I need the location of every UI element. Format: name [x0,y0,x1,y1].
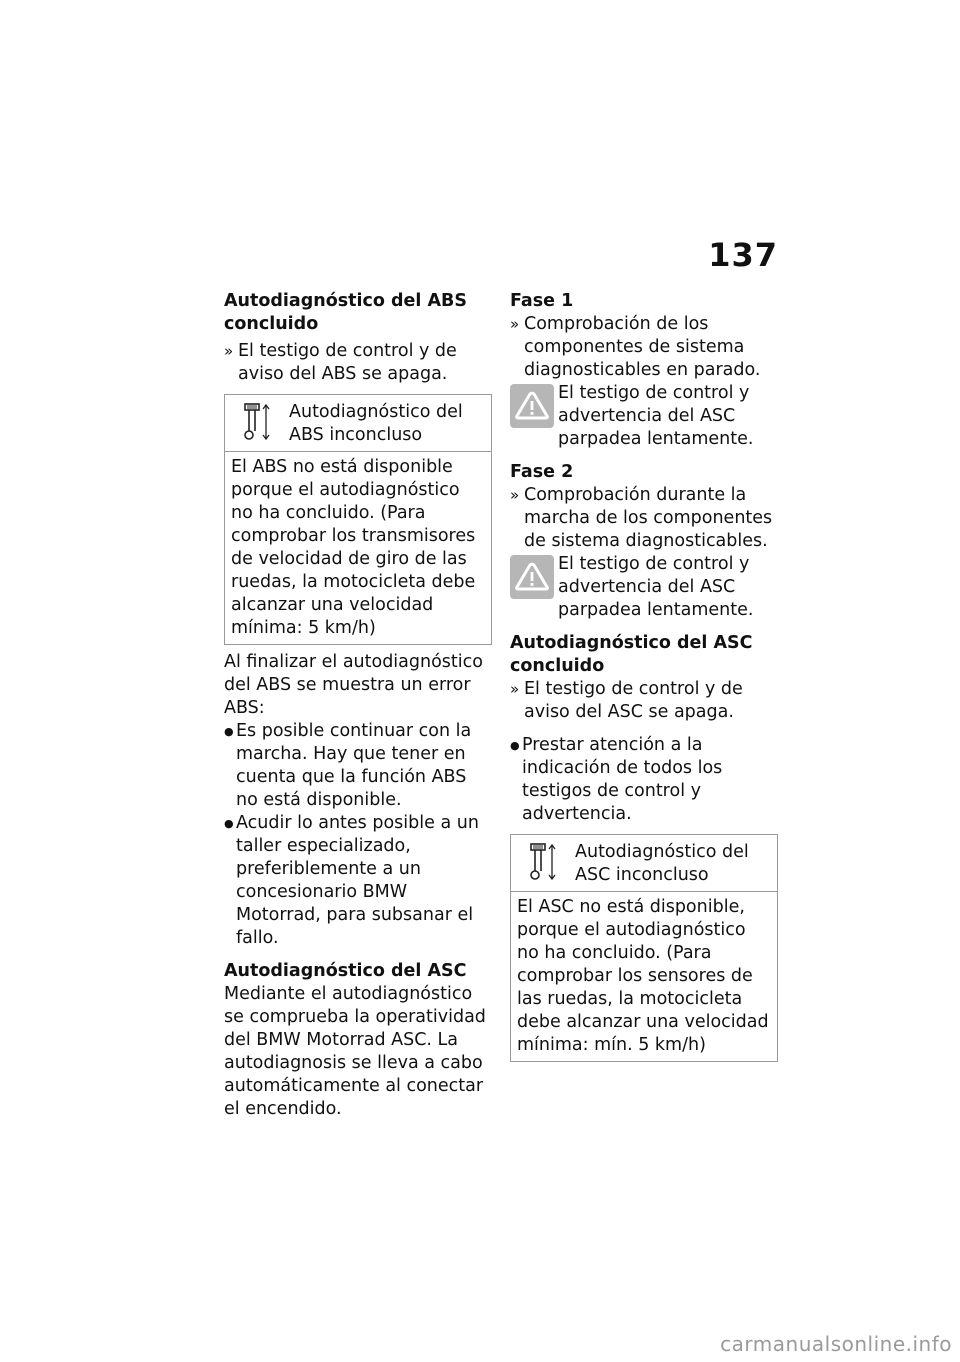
notice-box-header [225,395,491,452]
asc-result-text: El testigo de control y de aviso del ASC se apaga. [524,679,743,722]
notice-box-title: Autodiagnóstico del ABS inconcluso [289,402,463,445]
bullet-marker: ● [224,725,234,738]
phase-1-item [510,313,778,382]
warning-triangle-icon [510,384,554,428]
phase-1-warning-text: El testigo de control y advertencia del ASC parpadea lentamente. [558,383,754,449]
heading-phase-2: Fase 2 [510,462,574,482]
phase-2-item [510,484,778,553]
heading-phase-1: Fase 1 [510,291,574,311]
asc-result-item [510,678,778,724]
left-column [224,290,492,1121]
arrow-marker: » [224,342,234,360]
paragraph-abs-error: Al finalizar el autodiagnóstico del ABS se muestra un error ABS: [224,652,483,718]
bullet-item [224,812,492,950]
notice-box-body: El ASC no está disponible, porque el autodiagnóstico no ha concluido. (Para comprobar los sensores de las ruedas, la motocicleta debe alcanzar una velocidad mínima: mín. 5 km/h) [517,897,769,1055]
phase-1-text: Comprobación de los componentes de sistema diagnosticables en parado. [524,314,761,380]
heading-asc-concluded: Autodiagnóstico del ASC concluido [510,633,753,676]
watermark-link[interactable]: carmanualsonline.info [720,1332,952,1356]
heading-asc-selftest: Autodiagnóstico del ASC [224,961,467,981]
notice-box-title: Autodiagnóstico del ASC inconcluso [575,842,749,885]
result-text: El testigo de control y de aviso del ABS se apaga. [238,341,457,384]
bullet-text: Prestar atención a la indicación de todos los testigos de control y advertencia. [522,735,723,824]
motorcycle-tire-speed-icon [525,841,565,883]
phase-2-warning [510,553,778,622]
warning-triangle-icon [510,555,554,599]
phase-2-warning-text: El testigo de control y advertencia del ASC parpadea lentamente. [558,554,754,620]
right-column [510,290,778,1068]
paragraph-asc-selftest: Mediante el autodiagnóstico se comprueba la operatividad del BMW Motorrad ASC. La autodiagnosis se lleva a cabo automáticamente al conectar el encendido. [224,984,486,1119]
bullet-marker: ● [510,739,520,752]
notice-box-header [511,835,777,892]
arrow-marker: » [510,680,520,698]
arrow-marker: » [510,486,520,504]
phase-2-text: Comprobación durante la marcha de los componentes de sistema diagnosticables. [524,485,773,551]
bullet-item [510,734,778,826]
motorcycle-tire-speed-icon [239,401,279,443]
notice-box-abs [224,394,492,645]
bullet-text: Es posible continuar con la marcha. Hay que tener en cuenta que la función ABS no está disponible. [236,721,472,810]
bullet-text: Acudir lo antes posible a un taller especializado, preferiblemente a un concesionario BMW Motorrad, para subsanar el fallo. [236,813,479,948]
notice-box-asc [510,834,778,1062]
notice-box-body: El ABS no está disponible porque el autodiagnóstico no ha concluido. (Para comprobar los transmisores de velocidad de giro de las ruedas, la motocicleta debe alcanzar una velocidad mínima: 5 km/h) [231,457,476,638]
page-number: 137 [708,236,778,274]
bullet-item [224,720,492,812]
heading-abs-concluded: Autodiagnóstico del ABS concluido [224,291,467,334]
bullet-marker: ● [224,817,234,830]
result-item [224,340,492,386]
phase-1-warning [510,382,778,451]
arrow-marker: » [510,315,520,333]
